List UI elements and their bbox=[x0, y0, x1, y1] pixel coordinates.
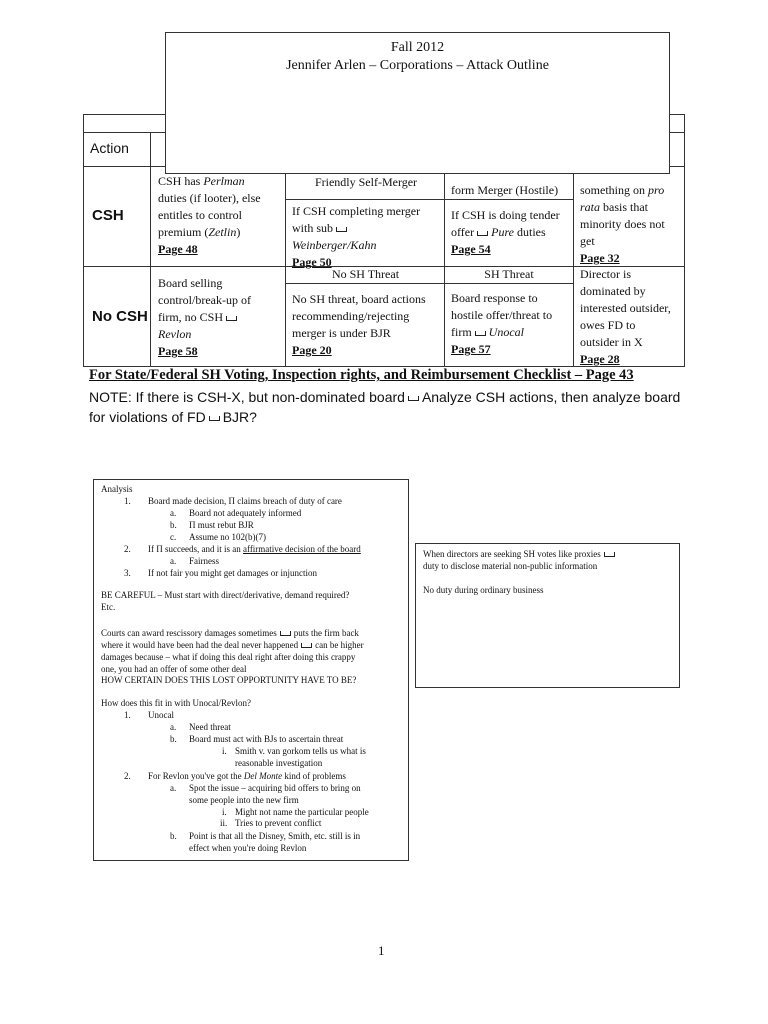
text: where it would have been had the deal never happened bbox=[101, 640, 299, 650]
arrow-icon bbox=[336, 227, 347, 232]
page-ref: Page 28 bbox=[580, 352, 620, 366]
table-col-divider bbox=[150, 132, 151, 366]
list-item: For Revlon you've got the bbox=[148, 771, 244, 781]
cell-csh-tender-offer bbox=[451, 207, 571, 258]
text: Weinberger/Kahn bbox=[292, 238, 377, 252]
text: with sub bbox=[292, 221, 334, 235]
analysis-heading: Analysis bbox=[101, 484, 133, 494]
row-label-csh: CSH bbox=[92, 207, 124, 224]
list-roman: ii. bbox=[220, 818, 228, 828]
text: owes FD to bbox=[580, 318, 636, 332]
row-label-no-csh: No CSH bbox=[92, 308, 148, 325]
list-letter: a. bbox=[170, 722, 177, 732]
subheader-sh-threat: SH Threat bbox=[484, 267, 534, 281]
text: firm bbox=[451, 325, 472, 339]
list-roman: i. bbox=[222, 807, 227, 817]
page-ref: Page 48 bbox=[158, 242, 198, 256]
text: some people into the new firm bbox=[189, 795, 299, 805]
arrow-icon bbox=[301, 643, 312, 648]
analysis-box bbox=[93, 479, 409, 861]
arrow-icon bbox=[477, 231, 488, 236]
text: rata bbox=[580, 200, 601, 214]
text: merger is under BJR bbox=[292, 326, 391, 340]
text: Board response to bbox=[451, 291, 538, 305]
text: Board selling bbox=[158, 276, 223, 290]
list-item: Point is that all the Disney, Smith, etc. still is in bbox=[189, 831, 361, 841]
list-number: 2. bbox=[124, 544, 131, 554]
text: Pure bbox=[491, 225, 514, 239]
text: effect when you're doing Revlon bbox=[189, 843, 307, 853]
list-letter: b. bbox=[170, 831, 177, 841]
cell-csh-pro-rata bbox=[580, 182, 682, 267]
text: something on bbox=[580, 183, 648, 197]
cell-no-csh-revlon bbox=[158, 275, 282, 360]
text: duties (if looter), else bbox=[158, 191, 261, 205]
arrow-icon bbox=[475, 331, 486, 336]
cell-csh-self-merger bbox=[292, 203, 442, 271]
document-subtitle: Jennifer Arlen – Corporations – Attack Outline bbox=[286, 58, 549, 73]
list-item: Spot the issue – acquiring bid offers to bring on bbox=[189, 783, 361, 793]
arrow-icon bbox=[209, 416, 220, 421]
text: premium ( bbox=[158, 225, 209, 239]
arrow-icon bbox=[226, 316, 237, 321]
list-letter: b. bbox=[170, 520, 177, 530]
text: Analyze CSH actions, then analyze board bbox=[421, 389, 681, 405]
list-item: Smith v. van gorkom tells us what is bbox=[235, 746, 366, 756]
text: Unocal bbox=[488, 325, 524, 339]
text: can be higher bbox=[315, 640, 364, 650]
list-item: Board made decision, Π claims breach of duty of care bbox=[148, 496, 342, 506]
note-text bbox=[89, 387, 689, 427]
list-letter: a. bbox=[170, 783, 177, 793]
text: No duty during ordinary business bbox=[423, 585, 544, 595]
subheader-no-sh-threat: No SH Threat bbox=[331, 267, 400, 281]
list-letter: c. bbox=[170, 532, 177, 542]
text: duties bbox=[514, 225, 546, 239]
text: dominated by bbox=[580, 284, 646, 298]
caution-text: BE CAREFUL – Must start with direct/derivative, demand required? bbox=[101, 590, 350, 600]
text: reasonable investigation bbox=[235, 758, 323, 768]
text: If CSH completing merger bbox=[292, 204, 421, 218]
text: Revlon bbox=[158, 327, 192, 341]
text: outsider in X bbox=[580, 335, 643, 349]
text: ) bbox=[236, 225, 241, 239]
text: one, you had an offer of some other deal bbox=[101, 664, 247, 674]
text: If CSH is doing tender bbox=[451, 208, 560, 222]
text: offer bbox=[451, 225, 475, 239]
table-subheader-divider bbox=[285, 283, 573, 284]
text: control/break-up of bbox=[158, 293, 251, 307]
page-ref: Page 50 bbox=[292, 255, 332, 269]
cell-csh-looter bbox=[158, 173, 282, 258]
list-item: Might not name the particular people bbox=[235, 807, 369, 817]
list-item: If Π succeeds, and it is an bbox=[148, 544, 243, 554]
list-letter: b. bbox=[170, 734, 177, 744]
cell-sh-threat bbox=[451, 290, 571, 358]
text: Zetlin bbox=[208, 225, 237, 239]
checklist-link: For State/Federal SH Voting, Inspection rights, and Reimbursement Checklist – Page 43 bbox=[89, 367, 634, 383]
list-item: Need threat bbox=[189, 722, 231, 732]
text: How does this fit in with Unocal/Revlon? bbox=[101, 698, 251, 708]
text: recommending/rejecting bbox=[292, 309, 410, 323]
list-number: 2. bbox=[124, 771, 131, 781]
text: pro bbox=[648, 183, 665, 197]
list-number: 1. bbox=[124, 496, 131, 506]
text: firm, no CSH bbox=[158, 310, 224, 324]
list-letter: a. bbox=[170, 556, 177, 566]
text: kind of problems bbox=[282, 771, 346, 781]
text: Del Monte bbox=[243, 771, 283, 781]
text: HOW CERTAIN DOES THIS LOST OPPORTUNITY HAVE TO BE? bbox=[101, 675, 357, 685]
list-letter: a. bbox=[170, 508, 177, 518]
text: affirmative decision of the board bbox=[242, 544, 361, 554]
page-ref: Page 54 bbox=[451, 242, 491, 256]
text: interested outsider, bbox=[580, 301, 671, 315]
table-subheader-divider bbox=[285, 199, 573, 200]
proxy-duty-box bbox=[415, 543, 680, 688]
list-item: Board must act with BJs to ascertain threat bbox=[189, 734, 344, 744]
table-col-divider bbox=[573, 166, 574, 366]
arrow-icon bbox=[408, 396, 419, 401]
arrow-icon bbox=[604, 552, 615, 557]
text: basis that bbox=[600, 200, 649, 214]
list-item: Board not adequately informed bbox=[189, 508, 302, 518]
page-ref: Page 20 bbox=[292, 343, 332, 357]
text: puts the firm back bbox=[293, 628, 359, 638]
subheader-hostile-merger: form Merger (Hostile) bbox=[451, 183, 559, 197]
page-ref: Page 32 bbox=[580, 251, 620, 265]
arrow-icon bbox=[280, 631, 291, 636]
list-item: Unocal bbox=[148, 710, 174, 720]
text: Etc. bbox=[101, 602, 116, 612]
text: NOTE: If there is CSH-X, but non-dominated board bbox=[89, 389, 405, 405]
text: duty to disclose material non-public information bbox=[423, 561, 598, 571]
list-roman: i. bbox=[222, 746, 227, 756]
semester-title: Fall 2012 bbox=[390, 40, 445, 55]
cell-no-sh-threat bbox=[292, 291, 444, 359]
subheader-friendly-self-merger: Friendly Self-Merger bbox=[314, 175, 418, 189]
page-ref: Page 57 bbox=[451, 342, 491, 356]
text: damages because – what if doing this deal right after doing this crappy bbox=[101, 652, 356, 662]
text: for violations of FD bbox=[89, 409, 206, 425]
list-item: If not fair you might get damages or injunction bbox=[148, 568, 317, 578]
title-box bbox=[165, 32, 670, 174]
text: Director is bbox=[580, 267, 631, 281]
action-label: Action bbox=[90, 140, 129, 156]
list-item: Fairness bbox=[189, 556, 219, 566]
list-item: Π must rebut BJR bbox=[189, 520, 254, 530]
text: hostile offer/threat to bbox=[451, 308, 553, 322]
list-item: Tries to prevent conflict bbox=[235, 818, 322, 828]
list-number: 1. bbox=[124, 710, 131, 720]
text: No SH threat, board actions bbox=[292, 292, 426, 306]
text: Courts can award rescissory damages sometimes bbox=[101, 628, 277, 638]
text: CSH has bbox=[158, 174, 204, 188]
page-number: 1 bbox=[378, 943, 385, 958]
table-left-border bbox=[83, 114, 84, 366]
list-item: Assume no 102(b)(7) bbox=[189, 532, 266, 542]
text: When directors are seeking SH votes like proxies bbox=[423, 549, 601, 559]
list-number: 3. bbox=[124, 568, 131, 578]
text: minority does not bbox=[580, 217, 665, 231]
text: get bbox=[580, 234, 595, 248]
table-col-divider bbox=[444, 166, 445, 366]
table-right-border bbox=[684, 114, 685, 366]
page-ref: Page 58 bbox=[158, 344, 198, 358]
cell-dominated-director bbox=[580, 266, 684, 368]
text: entitles to control bbox=[158, 208, 242, 222]
table-col-divider bbox=[285, 166, 286, 366]
text: Perlman bbox=[203, 174, 245, 188]
text: BJR? bbox=[222, 409, 257, 425]
